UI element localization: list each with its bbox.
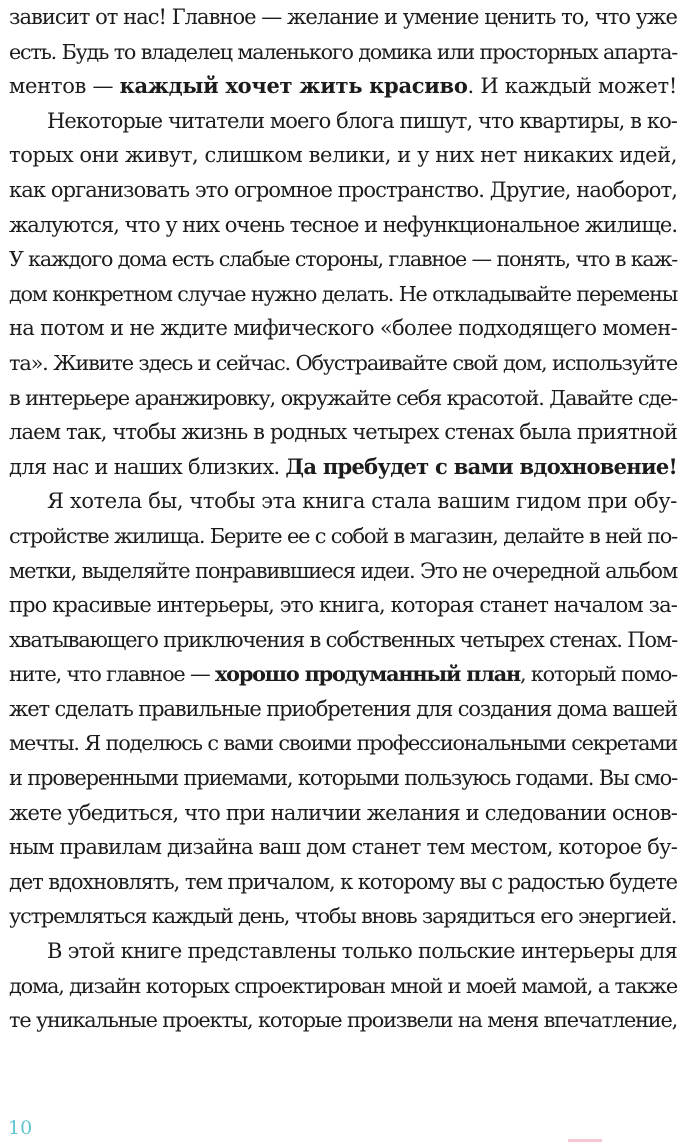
decorative-accent-mark — [568, 1139, 602, 1142]
text-run: как организовать это огромное пространство. Другие, наоборот, — [9, 177, 677, 202]
bold-text-run: хорошо продуманный план — [215, 662, 520, 687]
text-line — [9, 0, 677, 35]
text-run: мечты. Я поделюсь с вами своими профессиональными секретами — [9, 731, 677, 756]
text-line — [9, 865, 677, 900]
text-line — [9, 138, 677, 173]
text-run: есть. Будь то владелец маленького домика или просторных апарта- — [9, 39, 677, 64]
text-run: и проверенными приемами, которыми пользуюсь годами. Вы смо- — [9, 766, 677, 791]
text-line — [9, 104, 677, 139]
text-run: ным правилам дизайна ваш дом станет тем местом, которое бу- — [9, 835, 677, 860]
text-line — [9, 588, 677, 623]
text-line — [9, 208, 677, 243]
text-run: для нас и наших близких. — [9, 454, 286, 479]
text-line — [9, 830, 677, 865]
text-run: хватывающего приключения в собственных четырех стенах. Пом- — [9, 627, 677, 652]
text-line — [9, 173, 677, 208]
text-run: дет вдохновлять, тем причалом, к которому вы с радостью будете — [9, 869, 677, 894]
text-line — [9, 69, 677, 104]
text-line — [9, 415, 677, 450]
text-run: У каждого дома есть слабые стороны, главное — понять, что в каж- — [9, 247, 677, 272]
text-run: жете убедиться, что при наличии желания и следовании основ- — [9, 800, 677, 825]
text-run: в интерьере аранжировку, окружайте себя красотой. Давайте сде- — [9, 385, 677, 410]
text-run: та». Живите здесь и сейчас. Обустраивайте свой дом, используйте — [9, 350, 677, 375]
text-line — [9, 1003, 677, 1038]
text-run: дом конкретном случае нужно делать. Не откладывайте перемены — [9, 281, 677, 306]
text-run: В этой книге представлены только польские интерьеры для — [47, 939, 677, 964]
page-number: 10 — [8, 1117, 33, 1139]
text-run: , который помо- — [519, 662, 677, 687]
text-run: Некоторые читатели моего блога пишут, что квартиры, в ко- — [47, 108, 677, 133]
paragraph — [9, 104, 677, 485]
text-run: стройстве жилища. Берите ее с собой в магазин, делайте в ней по- — [9, 523, 677, 548]
text-line — [9, 623, 677, 658]
text-line — [9, 381, 677, 416]
text-line — [9, 934, 677, 969]
text-run: торых они живут, слишком велики, и у них нет никаких идей, — [9, 143, 677, 168]
text-run: жалуются, что у них очень тесное и нефункциональное жилище. — [9, 212, 677, 237]
text-run: про красивые интерьеры, это книга, которая станет началом за- — [9, 593, 677, 618]
paragraph — [9, 484, 677, 934]
text-line — [9, 242, 677, 277]
text-run: на потом и не ждите мифического «более подходящего момен- — [9, 316, 677, 341]
text-line — [9, 761, 677, 796]
text-line — [9, 277, 677, 312]
body-text — [9, 0, 677, 1038]
text-line — [9, 519, 677, 554]
paragraph — [9, 0, 677, 104]
text-run: лаем так, чтобы жизнь в родных четырех стенах была приятной — [9, 420, 677, 445]
text-line — [9, 657, 677, 692]
text-run: устремляться каждый день, чтобы вновь зарядиться его энергией. — [9, 904, 677, 929]
text-line — [9, 35, 677, 70]
paragraph — [9, 934, 677, 1038]
text-run: Я хотела бы, чтобы эта книга стала вашим гидом при обу- — [47, 489, 677, 514]
text-line — [9, 450, 677, 485]
text-line — [9, 692, 677, 727]
text-run: жет сделать правильные приобретения для создания дома вашей — [9, 696, 677, 721]
text-line — [9, 796, 677, 831]
text-run: те уникальные проекты, которые произвели на меня впечатление, — [9, 1008, 677, 1033]
text-run: . И каждый может! — [467, 74, 677, 99]
text-line — [9, 726, 677, 761]
text-line — [9, 484, 677, 519]
text-run: дома, дизайн которых спроектирован мной и моей мамой, а также — [9, 973, 677, 998]
text-line — [9, 899, 677, 934]
text-run: ните, что главное — — [9, 662, 216, 687]
text-line — [9, 346, 677, 381]
text-run: зависит от нас! Главное — желание и умение ценить то, что уже — [9, 5, 677, 29]
text-run: метки, выделяйте понравившиеся идеи. Это не очередной альбом — [9, 558, 677, 583]
text-line — [9, 311, 677, 346]
bold-text-run: Да пребудет с вами вдохновение! — [285, 453, 677, 479]
text-line — [9, 969, 677, 1004]
text-run: ментов — — [9, 74, 120, 99]
bold-text-run: каждый хочет жить красиво — [119, 73, 468, 99]
text-line — [9, 554, 677, 589]
